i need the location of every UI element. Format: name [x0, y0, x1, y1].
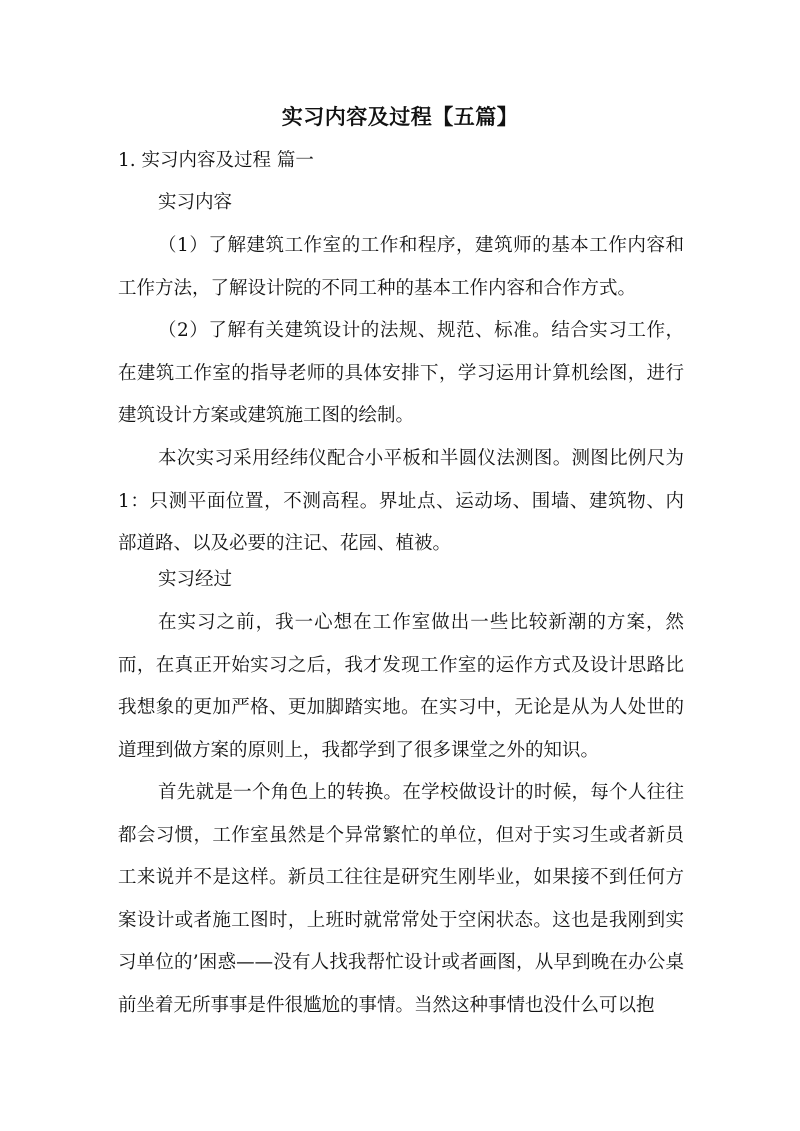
- subheading-process: 实习经过: [158, 569, 233, 590]
- paragraph-5: 首先就是一个角色上的转换。在学校做设计的时候，每个人往往都会习惯，工作室虽然是个异常繁忙的单位，但对于实习生或者新员工来说并不是这样。新员工往往是研究生刚毕业，如果接不到任何方案设计或者施工图时，上班时就常常处于空闲状态。这也是我刚到实习单位的’困惑——没有人找我帮忙设计或者画图，从早到晚在办公桌前坐着无所事事是件很尴尬的事情。当然这种事情也没什么可以抱: [118, 782, 684, 1016]
- paragraph-1: （1）了解建筑工作室的工作和程序，建筑师的基本工作内容和工作方法，了解设计院的不同工种的基本工作内容和合作方式。: [118, 235, 684, 299]
- document-title: 实习内容及过程【五篇】: [281, 104, 519, 129]
- paragraph-3: 本次实习采用经纬仪配合小平板和半圆仪法测图。测图比例尺为1：只测平面位置，不测高程。界址点、运动场、围墙、建筑物、内部道路、以及必要的注记、花园、植被。: [118, 448, 684, 554]
- section-heading: 1. 实习内容及过程 篇一: [118, 150, 314, 171]
- paragraph-4: 在实习之前，我一心想在工作室做出一些比较新潮的方案，然而，在真正开始实习之后，我才发现工作室的运作方式及设计思路比我想象的更加严格、更加脚踏实地。在实习中，无论是从为人处世的道理到做方案的原则上，我都学到了很多课堂之外的知识。: [118, 612, 684, 761]
- subheading-content: 实习内容: [158, 192, 233, 213]
- paragraph-2: （2）了解有关建筑设计的法规、规范、标准。结合实习工作，在建筑工作室的指导老师的具体安排下，学习运用计算机绘图，进行建筑设计方案或建筑施工图的绘制。: [118, 320, 684, 426]
